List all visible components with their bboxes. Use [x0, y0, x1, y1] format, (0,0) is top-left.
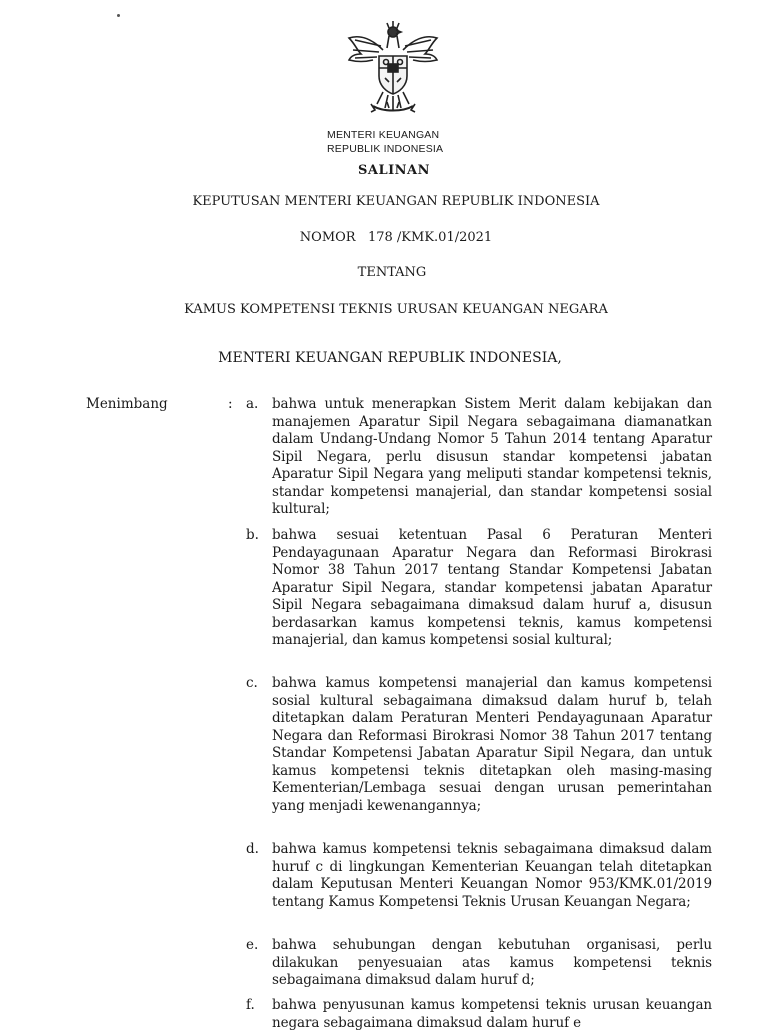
scan-speck [117, 14, 120, 17]
copy-label: SALINAN [357, 163, 431, 178]
item-text: bahwa penyusunan kamus kompetensi teknis urusan keuangan negara sebagaimana dimaksud dalam huruf e [272, 997, 712, 1031]
ministry-line-2: REPUBLIK INDONESIA [327, 143, 444, 155]
item-letter: e. [246, 937, 259, 953]
decree-title: KEPUTUSAN MENTERI KEUANGAN REPUBLIK INDONESIA [192, 194, 600, 209]
considering-colon: : [228, 396, 233, 412]
item-letter: b. [246, 527, 259, 543]
item-letter: a. [246, 396, 259, 412]
ministry-heading [327, 128, 443, 156]
item-text: bahwa sesuai ketentuan Pasal 6 Peraturan Menteri Pendayagunaan Aparatur Negara dan Reformasi Birokrasi Nomor 38 Tahun 2017 tentang Standar Kompetensi Jabatan Aparatur Sipil Negara, standar kompetensi jabatan Aparatur Sipil Negara sebagaimana dimaksud dalam huruf a, disusun berdasarkan kamus kompetensi teknis, kamus kompetensi manajerial, dan kamus kompetensi sosial kultural; [272, 527, 712, 648]
item-text: bahwa sehubungan dengan kebutuhan organisasi, perlu dilakukan penyesuaian atas kamus kompetensi teknis sebagaimana dimaksud dalam huruf d; [272, 937, 712, 988]
considering-label: Menimbang [86, 396, 168, 412]
decree-number: NOMOR 178 /KMK.01/2021 [299, 230, 493, 245]
item-text: bahwa kamus kompetensi manajerial dan kamus kompetensi sosial kultural sebagaimana dimaksud dalam huruf b, telah ditetapkan dalam Peraturan Menteri Pendayagunaan Aparatur Negara dan Reformasi Birokrasi Nomor 38 Tahun 2017 tentang Standar Kompetensi Jabatan Aparatur Sipil Negara, dan untuk kamus kompetensi teknis ditetapkan oleh masing-masing Kementerian/Lembaga sesuai dengan urusan pemerintahan yang menjadi kewenangannya; [272, 675, 712, 814]
minister-line: MENTERI KEUANGAN REPUBLIK INDONESIA, [218, 350, 562, 366]
about-label: TENTANG [357, 265, 427, 280]
item-text: bahwa kamus kompetensi teknis sebagaimana dimaksud dalam huruf c di lingkungan Kementerian Keuangan telah ditetapkan dalam Keputusan Menteri Keuangan Nomor 953/KMK.01/2019 tentang Kamus Kompetensi Teknis Urusan Keuangan Negara; [272, 841, 712, 910]
garuda-emblem-icon [343, 20, 443, 120]
item-letter: f. [246, 997, 255, 1013]
ministry-line-1: MENTERI KEUANGAN [327, 129, 440, 141]
item-text: bahwa untuk menerapkan Sistem Merit dalam kebijakan dan manajemen Aparatur Sipil Negara sebagaimana diamanatkan dalam Undang-Undang Nomor 5 Tahun 2014 tentang Aparatur Sipil Negara, perlu disusun standar kompetensi jabatan Aparatur Sipil Negara yang meliputi standar kompetensi teknis, standar kompetensi manajerial, dan standar kompetensi sosial kultural; [272, 396, 712, 517]
decree-subject: KAMUS KOMPETENSI TEKNIS URUSAN KEUANGAN NEGARA [184, 302, 608, 317]
item-letter: c. [246, 675, 258, 691]
item-letter: d. [246, 841, 259, 857]
